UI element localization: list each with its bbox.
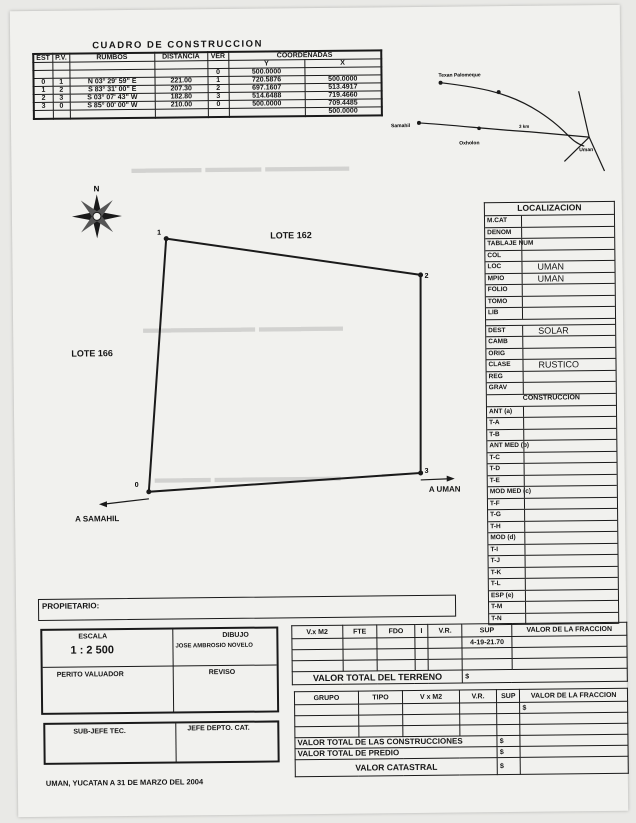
table-header: FTE xyxy=(342,625,377,638)
panel-divider xyxy=(521,262,522,273)
panel-divider xyxy=(522,360,523,371)
location-sketch-map xyxy=(388,51,615,183)
table-header: FDO xyxy=(377,625,415,638)
construction-cell-est xyxy=(34,110,53,119)
panel-row xyxy=(486,307,615,320)
construction-cell-ver xyxy=(208,108,229,117)
panel-row-label: DENOM xyxy=(487,228,512,236)
vertex-label: 1 xyxy=(157,229,162,237)
table-header: SUP xyxy=(462,623,512,637)
footer-date: UMAN, YUCATAN A 31 DE MARZO DEL 2004 xyxy=(45,777,204,788)
table-header: I xyxy=(415,624,428,637)
panel-row-label: GRAV xyxy=(488,384,508,392)
panel-row-label: T-N xyxy=(491,614,502,622)
panel-row-label: T-C xyxy=(489,453,501,461)
perito-label: PERITO VALUADOR xyxy=(56,671,124,679)
bleed-through-text: ▬▬▬▬ ▬▬▬▬▬▬▬▬▬ xyxy=(154,467,341,486)
construction-cell-dist xyxy=(155,109,208,118)
panel-divider xyxy=(522,296,523,307)
town-dot xyxy=(417,121,421,125)
panel-divider xyxy=(521,239,522,250)
propietario-label: PROPIETARIO: xyxy=(41,601,100,611)
town-dot xyxy=(477,126,481,130)
panel-divider xyxy=(524,533,525,544)
north-label: N xyxy=(93,184,100,194)
construction-table-title: CUADRO DE CONSTRUCCION xyxy=(92,38,263,52)
panel-row-label: LIB xyxy=(487,309,499,317)
panel-divider xyxy=(525,556,526,567)
construction-cell-pv: 2 xyxy=(53,86,70,94)
map-label: Samahil xyxy=(390,123,411,130)
construction-cell-x: 500.0000 xyxy=(305,107,382,116)
map-label: Uman xyxy=(579,147,594,154)
table-header: SUP xyxy=(497,689,520,702)
panel-row-label: T-B xyxy=(489,430,500,438)
signature-block-bottom xyxy=(43,720,279,764)
bleed-through-text: ▬▬▬▬▬ ▬▬▬▬ ▬▬▬▬▬▬ xyxy=(131,157,350,176)
panel-row-label: M.CAT xyxy=(486,217,508,225)
panel-row xyxy=(487,382,616,395)
panel-divider xyxy=(523,452,524,463)
panel-divider xyxy=(523,406,524,417)
construction-cell-x: 513.4917 xyxy=(305,83,382,92)
total-predio-value: $ xyxy=(497,746,520,757)
col-distancia: DISTANCIA xyxy=(154,52,207,61)
panel-divider xyxy=(525,579,526,590)
construction-cell-est: 2 xyxy=(34,94,53,102)
col-est: EST xyxy=(33,54,52,63)
signature-block-top xyxy=(40,626,279,714)
terreno-table xyxy=(291,622,628,686)
panel-divider xyxy=(522,348,523,359)
construction-cell-y xyxy=(229,108,305,117)
valor-catastral-label: VALOR CATASTRAL xyxy=(295,758,497,777)
panel-divider xyxy=(523,418,524,429)
map-label: Oxholon xyxy=(459,140,480,147)
panel-row-label: T-J xyxy=(490,557,501,565)
panel-row-label: TABLAJE NUM xyxy=(487,239,534,248)
panel-row-label: ANT MED (b) xyxy=(489,441,530,450)
map-label: 3 km xyxy=(519,123,530,129)
panel-row-value[interactable]: RUSTICO xyxy=(538,359,580,370)
construction-cell-pv: 3 xyxy=(53,94,70,102)
panel-row-label: LOC xyxy=(487,263,502,271)
reviso-label: REVISO xyxy=(208,668,236,677)
construction-cell-y: 514.6488 xyxy=(229,92,305,101)
construction-cell-ver: 1 xyxy=(208,76,229,84)
panel-divider xyxy=(522,308,523,319)
construction-cell-dist: 207.30 xyxy=(155,85,208,94)
panel-divider xyxy=(521,216,522,227)
construction-cell-y: 500.0000 xyxy=(229,100,305,109)
panel-divider xyxy=(522,337,523,348)
col-ver: VER xyxy=(207,52,228,61)
panel-row-label: T-M xyxy=(491,603,503,611)
valor-catastral-value: $ xyxy=(497,757,520,774)
panel-divider xyxy=(523,429,524,440)
panel-divider xyxy=(522,325,523,336)
construction-cell-dist: 182.80 xyxy=(155,93,208,102)
construction-cell-est: 3 xyxy=(34,102,53,110)
panel-row-value[interactable]: SOLAR xyxy=(538,324,569,336)
panel-row-label: REG xyxy=(488,372,503,380)
col-rumbos: RUMBOS xyxy=(69,53,154,62)
table-header: TIPO xyxy=(358,691,403,704)
panel-row-label: CLASE xyxy=(488,360,511,369)
lote-left-label: LOTE 166 xyxy=(71,348,113,359)
construction-cell-pv: 1 xyxy=(53,78,70,86)
construction-cell-est: 0 xyxy=(34,78,53,86)
panel-row-value[interactable]: UMAN xyxy=(537,272,565,284)
escala-value: 1 : 2 500 xyxy=(70,644,114,657)
road-line xyxy=(419,121,589,139)
total-construcciones-value: $ xyxy=(497,735,520,746)
panel-row-label: T-F xyxy=(489,499,500,507)
panel-divider xyxy=(524,544,525,555)
construction-cell-y: 720.5876 xyxy=(229,76,305,85)
panel-divider xyxy=(525,602,526,613)
jefe-label: JEFE DEPTO. CAT. xyxy=(187,724,250,733)
construction-cell-ver: 2 xyxy=(208,84,229,92)
arrow-uman-label: A UMAN xyxy=(428,484,461,494)
construction-grid xyxy=(32,49,383,120)
panel-divider xyxy=(524,464,525,475)
panel-row-label: T-E xyxy=(489,476,500,484)
panel-divider xyxy=(524,498,525,509)
propietario-field[interactable] xyxy=(38,595,456,621)
table-header: V x M2 xyxy=(403,690,460,704)
construction-cell-pv xyxy=(53,70,70,78)
panel-divider xyxy=(521,250,522,261)
construccion-title: CONSTRUCCION xyxy=(487,393,616,406)
map-label: Texan Palomeque xyxy=(438,72,481,79)
construction-cell-rumbo: S 83° 31' 00" E xyxy=(70,85,155,94)
document-sheet xyxy=(10,5,628,817)
panel-row-label: CAMB xyxy=(488,338,508,346)
dibujo-value: JOSE AMBROSIO NOVELO xyxy=(175,642,253,650)
vertex-label: 2 xyxy=(424,272,429,280)
table-header: GRUPO xyxy=(294,691,358,705)
construction-cell-ver: 0 xyxy=(208,100,229,108)
road-line xyxy=(441,81,585,147)
panel-divider xyxy=(525,567,526,578)
construction-cell-est xyxy=(33,70,52,78)
total-terreno-value: $ xyxy=(463,668,628,683)
panel-divider xyxy=(522,273,523,284)
sup-value: 4-19-21.70 xyxy=(462,636,511,648)
panel-divider xyxy=(521,227,522,238)
vertex-label: 0 xyxy=(134,481,139,489)
construction-cell-ver: 3 xyxy=(208,92,229,100)
panel-divider xyxy=(525,590,526,601)
panel-divider xyxy=(522,285,523,296)
total-predio-label: VALOR TOTAL DE PREDIO xyxy=(295,747,497,760)
lot-boundary xyxy=(146,236,423,492)
panel-divider xyxy=(523,371,524,382)
panel-row-label: MOD MED (c) xyxy=(489,487,532,496)
construcciones-table xyxy=(294,688,629,777)
vertex-label: 3 xyxy=(424,467,429,475)
lot-plan xyxy=(72,221,475,525)
construction-cell-dist: 221.00 xyxy=(155,77,208,86)
construction-cell-x: 500.0000 xyxy=(304,75,381,84)
panel-row-label: COL xyxy=(487,251,502,259)
panel-divider xyxy=(524,521,525,532)
panel-row-label: FOLIO xyxy=(487,286,508,294)
panel-divider xyxy=(524,475,525,486)
bleed-through-text: ▬▬▬▬▬▬▬▬ ▬▬▬▬▬▬ xyxy=(143,317,344,336)
construction-cell-x: 709.4485 xyxy=(305,99,382,108)
panel-row-label: ORIG xyxy=(488,349,506,357)
col-pv: P.V. xyxy=(52,54,69,63)
table-header: V.R. xyxy=(459,690,497,703)
panel-divider xyxy=(524,510,525,521)
panel-row-value[interactable]: UMAN xyxy=(537,261,565,272)
dibujo-label: DIBUJO xyxy=(222,631,249,640)
panel-divider xyxy=(524,487,525,498)
construction-cell-rumbo: S 03° 07' 43" W xyxy=(70,93,155,102)
town-dot xyxy=(439,81,443,85)
table-header: V.x M2 xyxy=(292,625,343,639)
localizacion-title: LOCALIZACION xyxy=(485,202,614,216)
col-x: X xyxy=(304,59,381,68)
construction-cell-est: 1 xyxy=(34,86,53,94)
panel-row-label: T-D xyxy=(489,465,501,473)
panel-row-label: T-A xyxy=(489,419,500,427)
lote-top-label: LOTE 162 xyxy=(270,230,312,241)
panel-row-label: T-L xyxy=(490,580,501,588)
table-header: V.R. xyxy=(428,624,462,637)
total-terreno-label: VALOR TOTAL DEL TERRENO xyxy=(292,670,463,685)
panel-row-label: MPIO xyxy=(487,274,505,282)
panel-row-label: ANT (a) xyxy=(488,407,513,415)
construction-cell-rumbo: N 03° 29' 59" E xyxy=(70,77,155,86)
construction-cell-y: 500.0000 xyxy=(229,68,305,77)
fraccion-value: $ xyxy=(520,701,628,713)
panel-divider xyxy=(523,441,524,452)
panel-divider xyxy=(523,383,524,394)
table-header: VALOR DE LA FRACCION xyxy=(512,622,627,636)
construction-cell-rumbo xyxy=(70,109,155,118)
construction-cell-y: 697.1607 xyxy=(229,84,305,93)
panel-row-label: DEST xyxy=(488,326,506,334)
road-line xyxy=(589,137,604,171)
construction-cell-pv: 0 xyxy=(53,102,70,110)
construction-cell-ver: 0 xyxy=(208,68,229,76)
escala-label: ESCALA xyxy=(78,633,108,641)
arrow-samahil-label: A SAMAHIL xyxy=(75,514,120,524)
panel-row-label: T-H xyxy=(490,522,501,530)
panel-row-label: T-G xyxy=(490,511,501,519)
col-y: Y xyxy=(228,60,304,69)
construction-cell-dist: 210.00 xyxy=(155,101,208,110)
panel-row-label: T-K xyxy=(490,568,502,576)
panel-row-label: T-I xyxy=(490,545,499,553)
localizacion-panel xyxy=(484,201,619,625)
construction-cell-rumbo: S 85° 00' 00" W xyxy=(70,101,155,110)
col-coordenadas: COORDENADAS xyxy=(228,50,381,60)
subjefe-label: SUB-JEFE TEC. xyxy=(73,728,126,736)
panel-row-label: ESP (e) xyxy=(490,591,514,599)
total-construcciones-label: VALOR TOTAL DE LAS CONSTRUCCIONES xyxy=(295,736,497,749)
panel-row-label: MOD (d) xyxy=(490,533,516,542)
panel-row-label: TOMO xyxy=(487,297,508,305)
construction-cell-pv xyxy=(53,110,70,119)
construction-cell-x: 719.4660 xyxy=(305,91,382,100)
table-header: VALOR DE LA FRACCION xyxy=(520,688,628,702)
